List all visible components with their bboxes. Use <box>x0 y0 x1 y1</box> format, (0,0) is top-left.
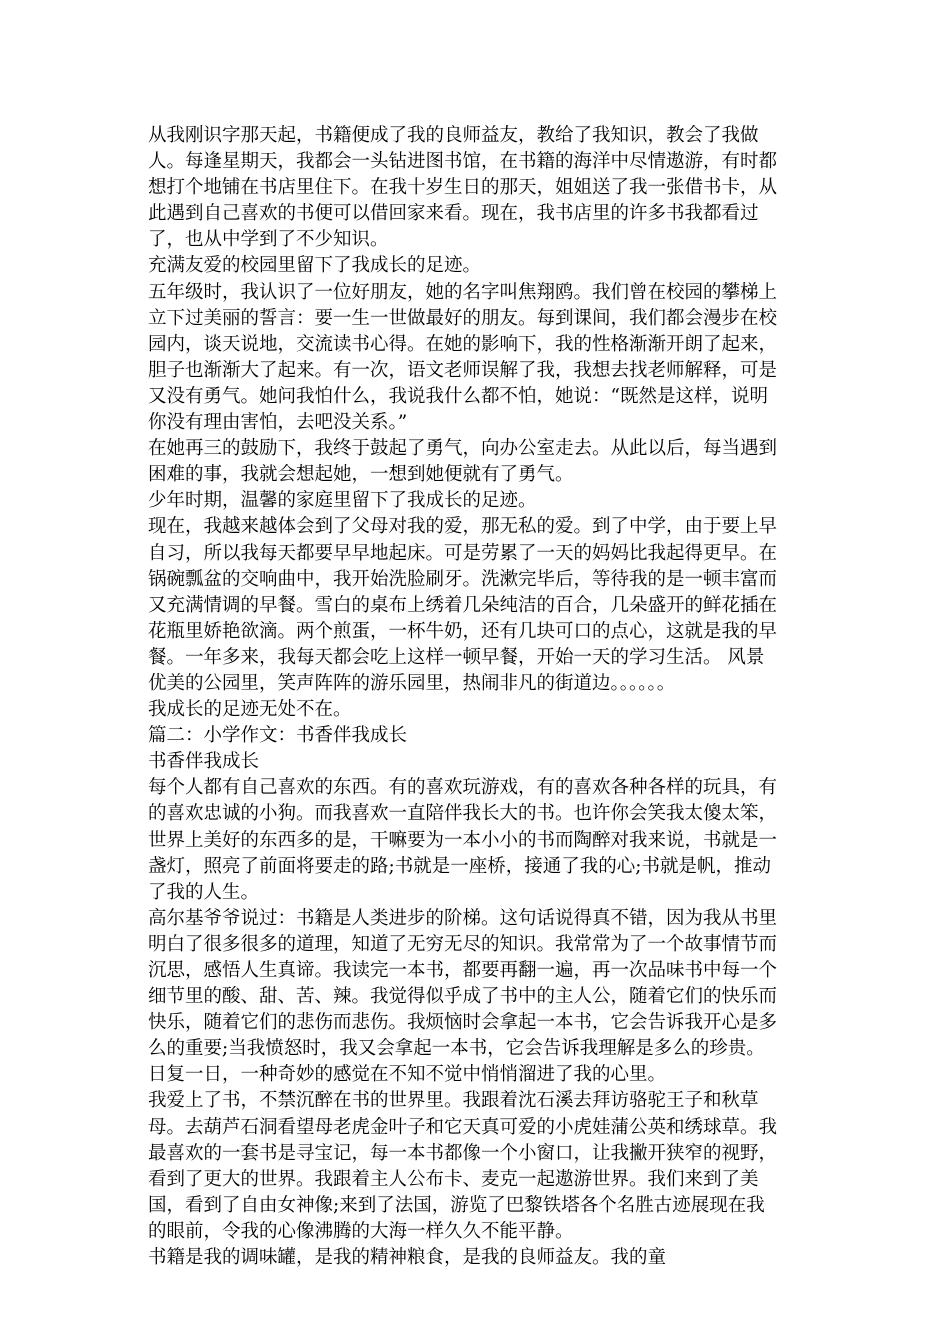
text-line: 在她再三的鼓励下，我终于鼓起了勇气，向办公室走去。从此以后，每当遇到 <box>148 438 778 460</box>
text-line: 花瓶里娇艳欲滴。两个煎蛋，一杯牛奶，还有几块可口的点心，这就是我的早 <box>148 620 778 642</box>
text-line: 每个人都有自己喜欢的东西。有的喜欢玩游戏，有的喜欢各种各样的玩具，有 <box>148 777 778 799</box>
text-line: 餐。一年多来，我每天都会吃上这样一顿早餐，开始一天的学习生活。 风景 <box>148 646 765 668</box>
text-line: 书籍是我的调味罐，是我的精神粮食，是我的良师益友。我的童 <box>148 1247 667 1269</box>
text-line: 胆子也渐渐大了起来。有一次，语文老师误解了我，我想去找老师解释，可是 <box>148 359 778 381</box>
text-line: 最喜欢的一套书是寻宝记，每一本书都像一个小窗口，让我撇开狭窄的视野， <box>148 1142 778 1164</box>
text-line: 你没有理由害怕，去吧没关系。” <box>148 412 408 434</box>
text-line: 沉思，感悟人生真谛。我读完一本书，都要再翻一遍，再一次品味书中每一个 <box>148 960 778 981</box>
article-heading: 篇二：小学作文：书香伴我成长 <box>148 725 408 747</box>
text-line: 日复一日，一种奇妙的感觉在不知不觉中悄悄溜进了我的心里。 <box>148 1064 667 1086</box>
text-line: 又充满情调的早餐。雪白的桌布上绣着几朵纯洁的百合，几朵盛开的鲜花插在 <box>148 594 778 616</box>
text-line: 世界上美好的东西多的是，干嘛要为一本小小的书而陶醉对我来说，书就是一 <box>148 829 778 851</box>
text-line: 想打个地铺在书店里住下。在我十岁生日的那天，姐姐送了我一张借书卡，从 <box>148 177 778 199</box>
text-line: 母。去葫芦石洞看望母老虎金叶子和它天真可爱的小虎娃蒲公英和绣球草。我 <box>148 1116 778 1138</box>
text-line: 又没有勇气。她问我怕什么，我说我什么都不怕，她说：“既然是这样，说明 <box>148 385 768 407</box>
article-title: 书香伴我成长 <box>148 751 260 773</box>
text-line: 锅碗瓢盆的交响曲中，我开始洗脸刷牙。洗漱完毕后，等待我的是一顿丰富而 <box>148 568 778 590</box>
text-line: 了，也从中学到了不少知识。 <box>148 229 389 251</box>
text-line: 人。每逢星期天，我都会一头钻进图书馆，在书籍的海洋中尽情遨游，有时都 <box>148 151 778 173</box>
text-line: 自习，所以我每天都要早早地起床。可是劳累了一天的妈妈比我起得更早。在 <box>148 542 778 564</box>
document-body <box>148 123 808 1271</box>
text-line: 看到了更大的世界。我跟着主人公布卡、麦克一起遨游世界。我们来到了美 <box>148 1168 759 1190</box>
text-line: 高尔基爷爷说过：书籍是人类进步的阶梯。这句话说得真不错，因为我从书里 <box>148 907 778 929</box>
section-heading: 充满友爱的校园里留下了我成长的足迹。 <box>148 255 482 277</box>
text-line: 国，看到了自由女神像;来到了法国，游览了巴黎铁塔各个名胜古迹展现在我 <box>148 1194 765 1216</box>
text-line: 盏灯，照亮了前面将要走的路;书就是一座桥，接通了我的心;书就是帆，推动 <box>148 855 771 877</box>
text-line: 立下过美丽的誓言：要一生一世做最好的朋友。每到课间，我们都会漫步在校 <box>148 307 778 329</box>
text-line: 现在，我越来越体会到了父母对我的爱，那无私的爱。到了中学，由于要上早 <box>148 516 778 538</box>
text-line: 困难的事，我就会想起她，一想到她便就有了勇气。 <box>148 464 574 486</box>
text-line: 我爱上了书，不禁沉醉在书的世界里。我跟着沈石溪去拜访骆驼王子和秋草 <box>148 1090 759 1112</box>
text-line: 么的重要;当我愤怒时，我又会拿起一本书，它会告诉我理解是多么的珍贵。 <box>148 1038 765 1060</box>
text-line: 的喜欢忠诚的小狗。而我喜欢一直陪伴我长大的书。也许你会笑我太傻太笨， <box>148 803 778 825</box>
text-line: 优美的公园里，笑声阵阵的游乐园里，热闹非凡的街道边。。。。。。 <box>148 672 676 694</box>
text-line: 的眼前，令我的心像沸腾的大海一样久久不能平静。 <box>148 1220 574 1242</box>
text-line: 了我的人生。 <box>148 881 260 903</box>
text-line: 明白了很多很多的道理，知道了无穷无尽的知识。我常常为了一个故事情节而 <box>148 933 778 955</box>
text-line: 细节里的酸、甜、苦、辣。我觉得似乎成了书中的主人公，随着它们的快乐而 <box>148 986 778 1008</box>
text-line: 快乐，随着它们的悲伤而悲伤。我烦恼时会拿起一本书，它会告诉我开心是多 <box>148 1012 778 1034</box>
text-line: 五年级时，我认识了一位好朋友，她的名字叫焦翔鸥。我们曾在校园的攀梯上 <box>148 281 778 303</box>
text-line: 从我刚识字那天起，书籍便成了我的良师益友，教给了我知识，教会了我做 <box>148 125 759 146</box>
section-heading: 少年时期，温馨的家庭里留下了我成长的足迹。 <box>148 490 537 512</box>
text-line: 此遇到自己喜欢的书便可以借回家来看。现在，我书店里的许多书我都看过 <box>148 203 759 225</box>
text-line: 我成长的足迹无处不在。 <box>148 699 352 721</box>
text-line: 园内，谈天说地，交流读书心得。在她的影响下，我的性格渐渐开朗了起来， <box>148 333 778 355</box>
